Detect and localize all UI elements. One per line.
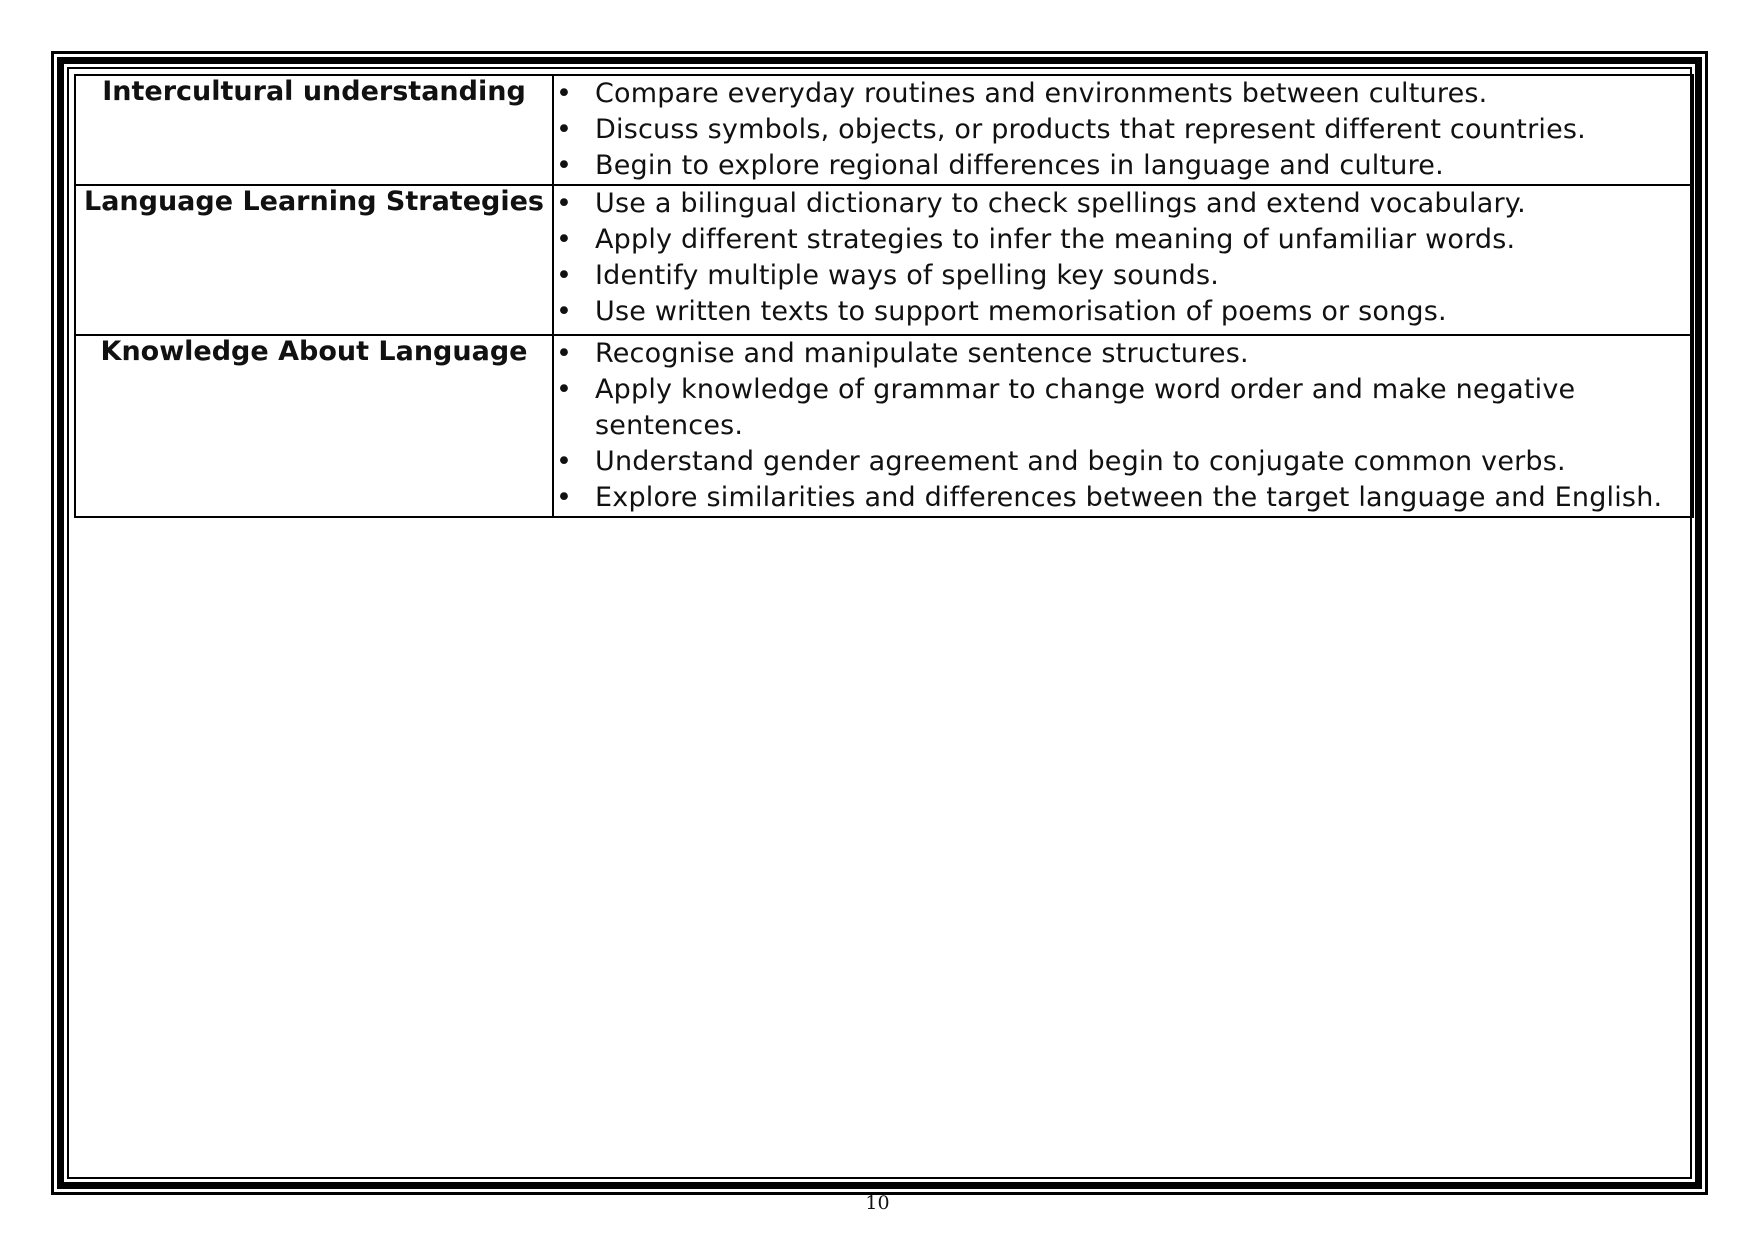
page-number: 10 [865,1192,890,1214]
list-item: • Understand gender agreement and begin to conjugate common verbs. [554,444,1692,480]
bullet-list [554,186,1692,330]
list-item: • Use a bilingual dictionary to check spellings and extend vocabulary. [554,186,1692,222]
list-item: • Apply different strategies to infer the meaning of unfamiliar words. [554,222,1692,258]
section-items-cell [553,335,1693,517]
table-row [75,335,1693,517]
curriculum-table [74,74,1694,518]
list-item: • Recognise and manipulate sentence structures. [554,336,1692,372]
list-item: • Compare everyday routines and environments between cultures. [554,76,1692,112]
table-row [75,185,1693,335]
section-label-intercultural-understanding: Intercultural understanding [75,75,553,185]
list-item: • Use written texts to support memorisation of poems or songs. [554,294,1692,330]
section-items-cell [553,185,1693,335]
list-item: • Discuss symbols, objects, or products that represent different countries. [554,112,1692,148]
list-item: • Explore similarities and differences between the target language and English. [554,480,1692,516]
table-row [75,75,1693,185]
section-label-knowledge-about-language: Knowledge About Language [75,335,553,517]
bullet-list [554,76,1692,184]
section-items-cell [553,75,1693,185]
bullet-list [554,336,1692,516]
list-item: • Identify multiple ways of spelling key sounds. [554,258,1692,294]
section-label-language-learning-strategies: Language Learning Strategies [75,185,553,335]
list-item: • Begin to explore regional differences in language and culture. [554,148,1692,184]
list-item: • Apply knowledge of grammar to change word order and make negative sentences. [554,372,1692,444]
